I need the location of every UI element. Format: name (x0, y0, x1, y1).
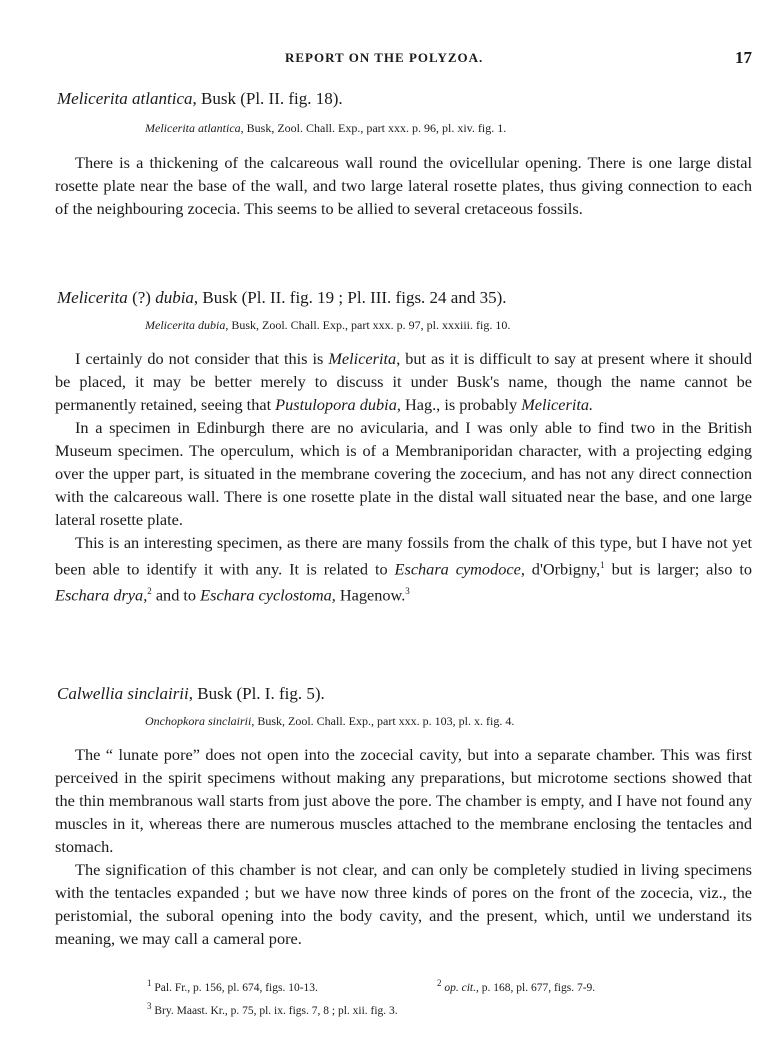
text-segment: Bry. Maast. Kr., p. 75, pl. ix. figs. 7, 8 ; pl. xii. fig. 3. (151, 1004, 398, 1017)
paragraph (55, 347, 752, 416)
italic-text: Eschara cymodoce (394, 559, 521, 579)
footnote-marker: 2 (147, 586, 152, 597)
section-citation (55, 121, 776, 136)
section-heading (55, 89, 754, 109)
italic-text: Melicerita. (521, 395, 594, 414)
text-segment: , Hagenow. (331, 585, 406, 605)
text-segment: , Busk (Pl. II. fig. 18). (192, 89, 343, 108)
text-segment: There is a thickening of the calcareous wall round the ovicellular opening. There is one large distal rosette plate near the base of the wall, and two large lateral rosette plates, thus giving connection to each of the neighbouring zocecia. This seems to be allied to several cretaceous fossils. (55, 153, 752, 218)
text-segment: This is an interesting specimen, as there are many fossils from the chalk of this type, but I have not yet been able to identify it with any. It is related to (55, 533, 752, 579)
footnotes (55, 974, 752, 1020)
paragraph (55, 743, 752, 858)
footnote-3 (55, 997, 752, 1020)
italic-text: Eschara cyclostoma (200, 585, 332, 605)
text-segment: I certainly do not consider that this is (75, 349, 329, 368)
running-title: REPORT ON THE POLYZOA. (285, 50, 484, 65)
italic-text: Pustulopora dubia (275, 395, 397, 414)
italic-text: Melicerita (328, 349, 397, 368)
text-segment: The “ lunate pore” does not open into the zocecial cavity, but into a separate chamber. This was first perceived in the spirit specimens without making any preparations, but microtome sections showed that the thin membranous wall starts from just above the pore. The chamber is empty, and I have not found any muscles in it, whereas there are numerous muscles attached to the membrane enclosing the tentacles and stomach. (55, 745, 752, 856)
italic-text: Melicerita atlantica (57, 89, 193, 108)
text-segment: In a specimen in Edinburgh there are no avicularia, and I was only able to find two in the British Museum specimen. The operculum, which is of a Membraniporidan character, with a projecting edging over the upper part, is situated in the membrane covering the zocecium, and has not any direct connection with the calcareous wall. There is one rosette plate in the distal wall situated near the base, and one large lateral rosette plate. (55, 418, 752, 529)
text-segment: (?) (127, 288, 156, 307)
italic-text: op. cit. (444, 981, 476, 994)
footnote-marker: 3 (147, 1000, 152, 1011)
footnote-marker: 3 (405, 586, 410, 597)
text-segment: , p. 168, pl. 677, figs. 7-9. (476, 981, 596, 994)
text-segment: , but as it is difficult to say at present where it should be placed, it may be better merely to discuss it under Busk's name, though the name cannot be permanently retained, seeing that (55, 349, 752, 414)
text-segment: , Busk, Zool. Chall. Exp., part xxx. p. 96, pl. xiv. fig. 1. (240, 121, 507, 135)
paragraph (55, 151, 752, 220)
footnote-marker: 2 (437, 978, 442, 988)
running-header (55, 50, 752, 70)
italic-text: Calwellia sinclairii (57, 684, 189, 703)
page-number: 17 (735, 48, 752, 67)
section-heading (55, 684, 754, 704)
italic-text: Melicerita dubia (145, 318, 226, 332)
section-body (55, 347, 752, 607)
paragraph (55, 858, 752, 950)
italic-text: Melicerita (57, 288, 128, 307)
text-segment: and to (151, 585, 201, 605)
text-segment: , d'Orbigny, (520, 559, 601, 579)
text-segment: , Busk, Zool. Chall. Exp., part xxx. p. 97, pl. xxxiii. fig. 10. (225, 318, 511, 332)
section-body (55, 151, 752, 220)
text-segment: , Hag., is probably (396, 395, 522, 414)
paragraph (55, 531, 752, 607)
section-body (55, 743, 752, 950)
text-segment: , Busk (Pl. I. fig. 5). (188, 684, 325, 703)
section-citation (55, 318, 776, 333)
footnote-1 (147, 978, 318, 994)
text-segment: , (143, 585, 148, 605)
italic-text: dubia (155, 288, 194, 307)
section-citation (55, 714, 776, 729)
text-segment: , Busk, Zool. Chall. Exp., part xxx. p. 103, pl. x. fig. 4. (251, 714, 515, 728)
text-segment: , Busk (Pl. II. fig. 19 ; Pl. III. figs. 24 and 35). (193, 288, 507, 307)
text-segment: Pal. Fr., p. 156, pl. 674, figs. 10-13. (151, 981, 318, 994)
paragraph (55, 416, 752, 531)
text-segment: but is larger; also to (604, 559, 752, 579)
italic-text: Eschara drya (55, 585, 144, 605)
footnote-marker: 1 (147, 978, 152, 988)
italic-text: Onchopkora sinclairii (145, 714, 252, 728)
italic-text: Melicerita atlantica (145, 121, 241, 135)
footnote-row (55, 974, 752, 997)
text-segment: The signification of this chamber is not clear, and can only be completely studied in living specimens with the tentacles expanded ; but we have now three kinds of pores on the front of the zocecia, viz., the peristomial, the suboral opening into the body cavity, and the present, which, until we understand its meaning, we may call a cameral pore. (55, 860, 752, 948)
section-heading (55, 288, 754, 308)
footnote-marker: 1 (600, 560, 605, 570)
footnote-2 (437, 974, 595, 997)
